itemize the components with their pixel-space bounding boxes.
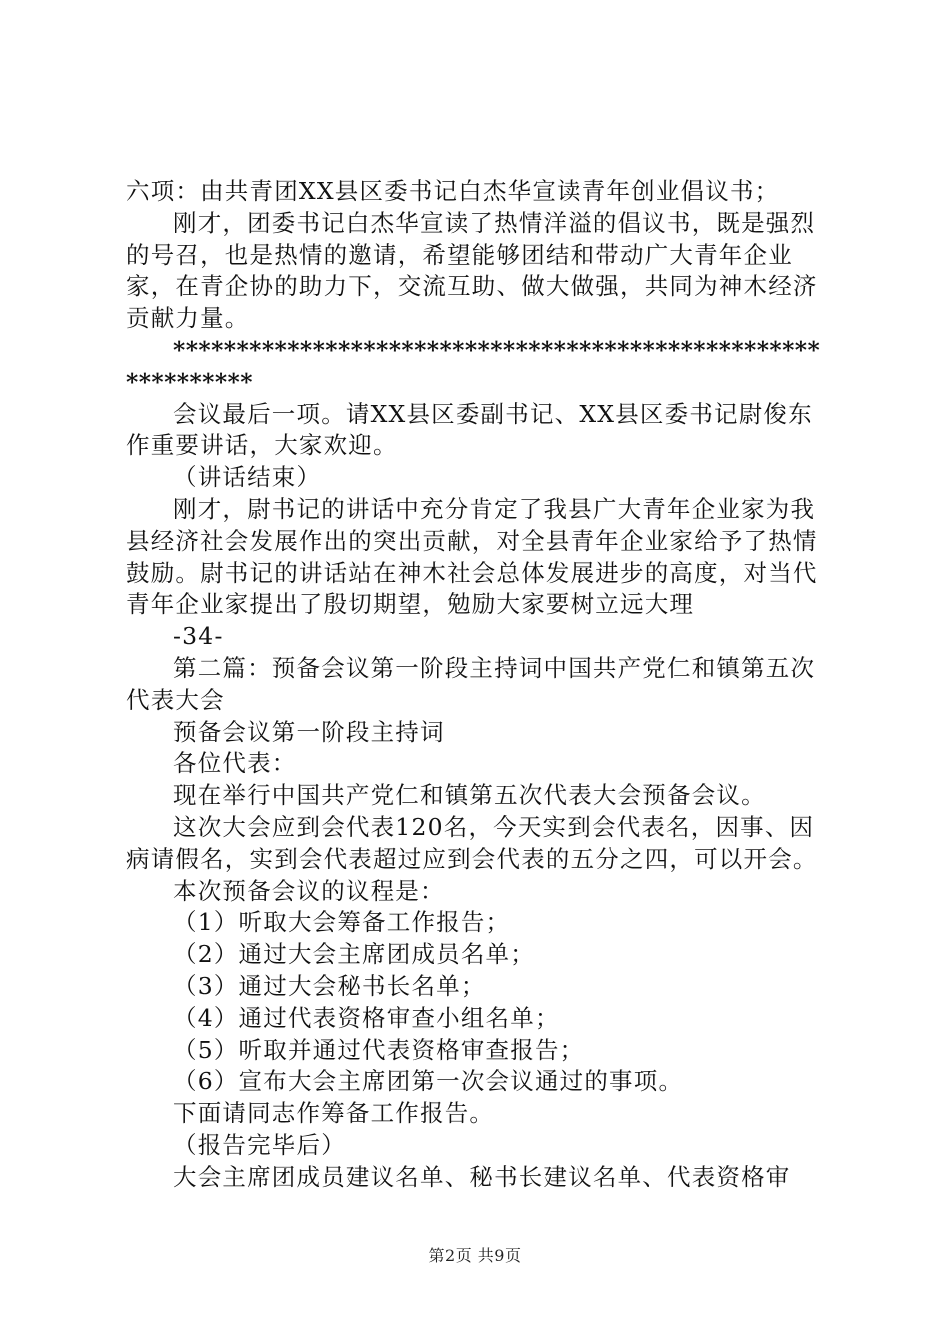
paragraph: 本次预备会议的议程是： [173, 876, 445, 905]
paragraph: （2）通过大会主席团成员名单； [173, 940, 535, 969]
paragraph: 预备会议第一阶段主持词 [173, 717, 445, 746]
paragraph: 第二篇：预备会议第一阶段主持词中国共产党仁和镇第五次代表大会 [126, 653, 816, 714]
paragraph: -34- [173, 622, 224, 651]
paragraph: 大会主席团成员建议名单、秘书长建议名单、代表资格审 [173, 1162, 791, 1191]
paragraph: （讲话结束） [173, 463, 322, 492]
paragraph: 刚才，团委书记白杰华宣读了热情洋溢的倡议书，既是强烈的号召，也是热情的邀请，希望能够团结和带动广大青年企业家，在青企协的助力下，交流互助、做大做强，共同为神木经济贡献力量。 [126, 208, 818, 333]
paragraph: （6）宣布大会主席团第一次会议通过的事项。 [173, 1067, 684, 1096]
separator-line: ************************************************************* [126, 335, 821, 396]
paragraph: 这次大会应到会代表120名，今天实到会代表名，因事、因病请假名，实到会代表超过应到会代表的五分之四，可以开会。 [126, 812, 818, 873]
paragraph: 各位代表： [173, 749, 297, 778]
page-footer: 第2页 共9页 [428, 1246, 522, 1265]
paragraph: （3）通过大会秘书长名单； [173, 971, 486, 1000]
paragraph: （4）通过代表资格审查小组名单； [173, 1003, 560, 1032]
paragraph: 六项：由共青团XX县区委书记白杰华宣读青年创业倡议书； [126, 177, 780, 205]
document-body [126, 176, 832, 1194]
paragraph: 刚才，尉书记的讲话中充分肯定了我县广大青年企业家为我县经济社会发展作出的突出贡献，对全县青年企业家给予了热情鼓励。尉书记的讲话站在神木社会总体发展进步的高度，对当代青年企业家提出了殷切期望，勉励大家要树立远大理 [126, 494, 818, 619]
paragraph: （1）听取大会筹备工作报告； [173, 908, 511, 937]
paragraph: 下面请同志作筹备工作报告。 [173, 1099, 495, 1128]
paragraph: （报告完毕后） [173, 1130, 346, 1159]
paragraph: 现在举行中国共产党仁和镇第五次代表大会预备会议。 [173, 781, 766, 810]
paragraph: 会议最后一项。请XX县区委副书记、XX县区委书记尉俊东作重要讲话，大家欢迎。 [126, 399, 813, 460]
paragraph: （5）听取并通过代表资格审查报告； [173, 1035, 585, 1064]
